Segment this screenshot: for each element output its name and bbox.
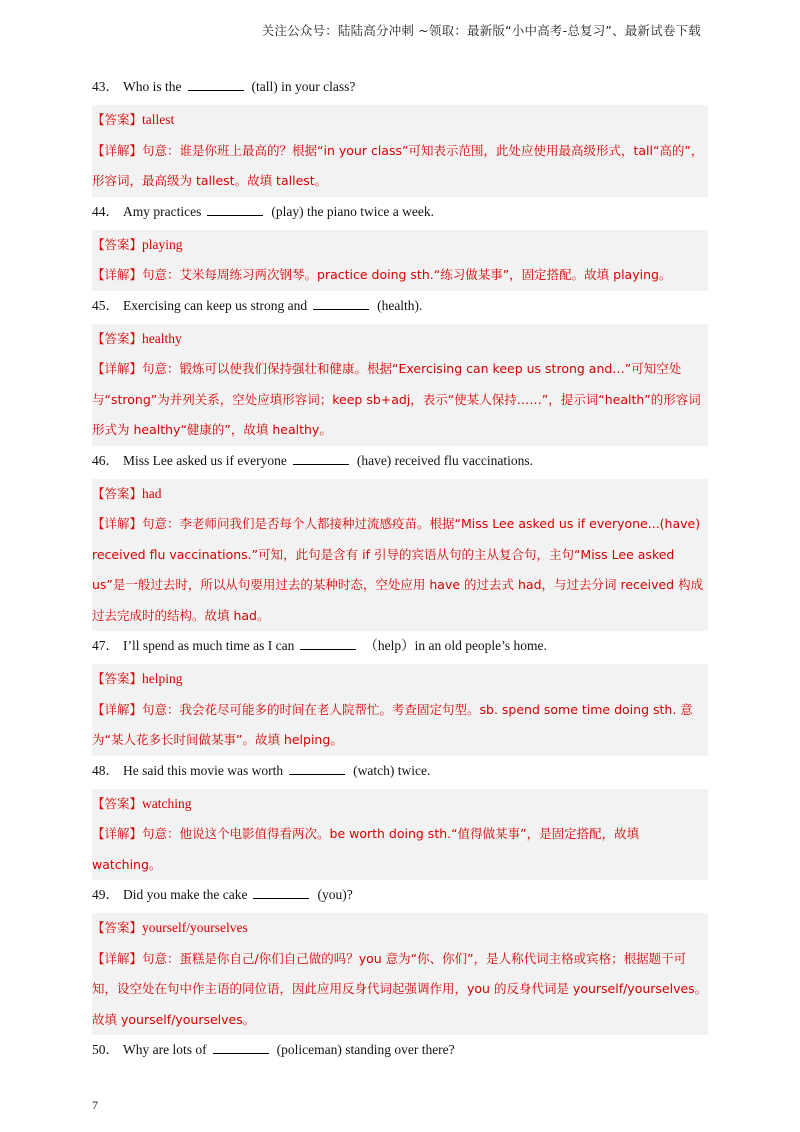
answer-blank [300, 637, 356, 650]
question-text-after: (policeman) standing over there? [276, 1042, 455, 1057]
question-text-before: I’ll spend as much time as I can [123, 638, 295, 653]
question-44 [92, 200, 708, 224]
question-text-before: Why are lots of [123, 1042, 207, 1057]
answer-box-46 [92, 479, 708, 632]
question-48 [92, 759, 708, 783]
question-number: 46． [92, 452, 119, 468]
page-header: 关注公众号：陆陆高分冲刺 ~领取：最新版“小中高考-总复习”、最新试卷下载 [261, 23, 701, 38]
detail-text: 句意：他说这个电影值得看两次。be worth doing sth.“值得做某事”，是固定搭配，故填 watching。 [92, 826, 640, 872]
detail-tag: 【详解】 [92, 361, 143, 376]
answer-box-48 [92, 789, 708, 881]
answer-tag: 【答案】 [92, 330, 143, 346]
detail-tag: 【详解】 [92, 267, 143, 282]
question-text-after: (health). [377, 297, 423, 313]
answer-blank [213, 1041, 269, 1054]
answer-text: tallest [142, 112, 175, 127]
question-number: 49． [92, 887, 119, 902]
answer-tag: 【答案】 [92, 795, 143, 811]
question-number: 43． [92, 79, 119, 94]
question-46 [92, 449, 708, 473]
question-45 [92, 294, 708, 318]
answer-text: helping [142, 671, 183, 686]
detail-text: 句意：谁是你班上最高的？根据“in your class”可知表示范围，此处应使用最高级形式，tall“高的”，形容词，最高级为 tallest。故填 tallest。 [92, 142, 704, 188]
detail-tag: 【详解】 [92, 950, 143, 966]
detail-text: 句意：蛋糕是你自己/你们自己做的吗？you 意为“你、你们”，是人称代词主格或宾格；根据题干可知，设空处在句中作主语的同位语，因此应用反身代词起强调作用，you 的反身代词是 yourself/yourselves。故填 yourself/yourselves。 [92, 950, 708, 1027]
question-43 [92, 75, 708, 99]
answer-tag: 【答案】 [92, 671, 143, 686]
answer-tag: 【答案】 [92, 485, 143, 501]
question-50 [92, 1038, 708, 1062]
question-47 [92, 634, 708, 658]
answer-blank [293, 452, 349, 465]
answer-blank [253, 886, 309, 899]
answer-blank [188, 78, 244, 91]
answer-blank [313, 297, 369, 310]
question-text-after: (have) received flu vaccinations. [356, 452, 533, 468]
answer-box-49 [92, 913, 708, 1035]
answer-blank [289, 762, 345, 775]
question-49 [92, 883, 708, 907]
question-text-before: Miss Lee asked us if everyone [123, 452, 287, 468]
answer-box-43 [92, 105, 708, 197]
detail-text: 句意：锻炼可以使我们保持强壮和健康。根据“Exercising can keep us strong and…”可知空处与“strong”为并列关系，空处应填形容词；keep sb+adj，表示“使某人保持……”，提示词“health”的形容词形式为 healthy“健康的”，故填 healthy。 [92, 361, 701, 437]
answer-text: playing [142, 236, 183, 252]
question-text-before: Did you make the cake [123, 887, 248, 902]
document-body [92, 75, 708, 1068]
answer-box-45 [92, 324, 708, 446]
question-text-after: (you)? [317, 887, 353, 902]
detail-tag: 【详解】 [92, 701, 143, 717]
detail-text: 句意：我会花尽可能多的时间在老人院帮忙。考查固定句型。sb. spend some time doing sth. 意为“某人花多长时间做某事”。故填 helping。 [92, 701, 693, 747]
question-text-after: (tall) in your class? [251, 79, 356, 94]
question-text-before: Amy practices [123, 203, 202, 219]
question-text-before: Who is the [123, 79, 182, 94]
answer-tag: 【答案】 [92, 920, 143, 935]
answer-tag: 【答案】 [92, 236, 143, 252]
question-number: 44． [92, 203, 119, 219]
answer-tag: 【答案】 [92, 112, 143, 127]
question-number: 50． [92, 1042, 119, 1057]
question-text-after: (play) the piano twice a week. [271, 203, 435, 219]
detail-tag: 【详解】 [92, 142, 143, 158]
question-text-after: （help）in an old people’s home. [364, 638, 547, 653]
answer-text: yourself/yourselves [142, 920, 248, 935]
answer-box-44 [92, 230, 708, 291]
question-text-after: (watch) twice. [353, 762, 431, 778]
detail-tag: 【详解】 [92, 826, 143, 841]
question-text-before: Exercising can keep us strong and [123, 297, 308, 313]
answer-box-47 [92, 664, 708, 756]
answer-blank [207, 203, 263, 216]
question-number: 47． [92, 638, 119, 653]
detail-text: 句意：艾米每周练习两次钢琴。practice doing sth.“练习做某事”，固定搭配。故填 playing。 [142, 267, 672, 282]
question-number: 45． [92, 297, 119, 313]
answer-text: watching [142, 795, 192, 811]
detail-text: 句意：李老师问我们是否每个人都接种过流感疫苗。根据“Miss Lee asked us if everyone...(have) received flu vaccinations.”可知，此句是含有 if 引导的宾语从句的主从复合句，主句“Miss Lee asked us”是一般过去时，所以从句要用过去的某种时态，空处应用 have 的过去式 had，与过去分词 received 构成过去完成时的结构。故填 had。 [92, 516, 704, 623]
detail-tag: 【详解】 [92, 516, 143, 531]
question-text-before: He said this movie was worth [123, 762, 284, 778]
answer-text: healthy [142, 330, 182, 346]
page-number: 7 [92, 1098, 98, 1112]
question-number: 48． [92, 762, 119, 778]
answer-text: had [142, 485, 162, 501]
